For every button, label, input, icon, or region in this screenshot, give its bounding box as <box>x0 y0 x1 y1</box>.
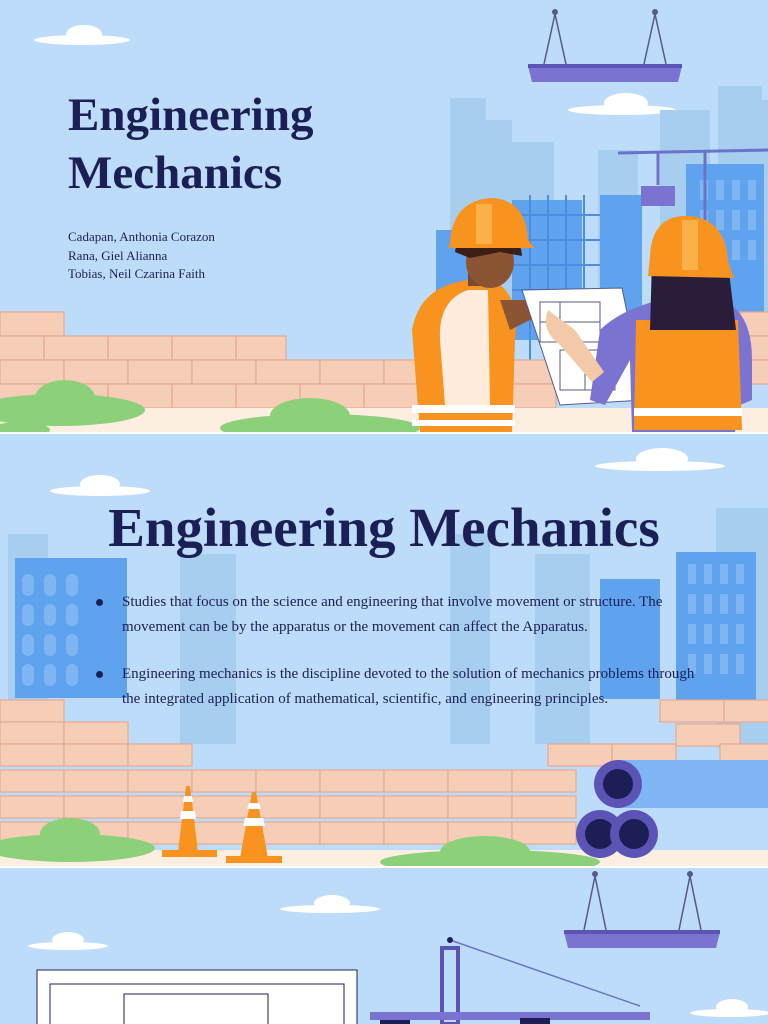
construction-background <box>0 868 768 1024</box>
bullet-list <box>96 590 696 734</box>
hanging-platform-icon <box>528 9 682 82</box>
slide-title: Engineering Mechanics <box>108 497 660 558</box>
cloud-icon <box>595 448 725 471</box>
title-slide <box>0 0 768 432</box>
cloud-icon <box>690 999 768 1017</box>
bullet-item <box>96 662 696 712</box>
crane-icon <box>370 937 650 1024</box>
content-slide <box>0 434 768 866</box>
author-name: Cadapan, Anthonia Corazon <box>68 229 215 244</box>
cloud-icon <box>568 93 676 115</box>
construction-illustration <box>0 0 768 432</box>
cloud-icon <box>280 895 380 913</box>
bullet-text: Engineering mechanics is the discipline devoted to the solution of mechanics problems through the integrated application of mathematical, scientific, and engineering principles. <box>122 666 695 707</box>
bullet-item <box>96 590 696 640</box>
pipe-icon <box>576 760 768 858</box>
bullet-dot-icon <box>96 671 103 678</box>
bullet-text: Studies that focus on the science and engineering that involve movement or structure. The movement can be by the apparatus or the movement can affect the Apparatus. <box>122 594 663 635</box>
partial-slide <box>0 868 768 1024</box>
crane-load <box>641 186 675 206</box>
title-line-1: Engineering <box>68 89 314 141</box>
slide-title <box>68 86 398 202</box>
author-name: Tobias, Neil Czarina Faith <box>68 266 206 281</box>
bullet-dot-icon <box>96 599 103 606</box>
cloud-icon <box>34 25 130 45</box>
hanging-platform-icon <box>564 871 720 948</box>
title-line-2: Mechanics <box>68 147 283 199</box>
author-list <box>68 228 215 284</box>
blueprint-frame <box>37 970 357 1024</box>
cloud-icon <box>28 932 108 950</box>
cloud-icon <box>50 475 150 496</box>
author-name: Rana, Giel Alianna <box>68 247 168 263</box>
